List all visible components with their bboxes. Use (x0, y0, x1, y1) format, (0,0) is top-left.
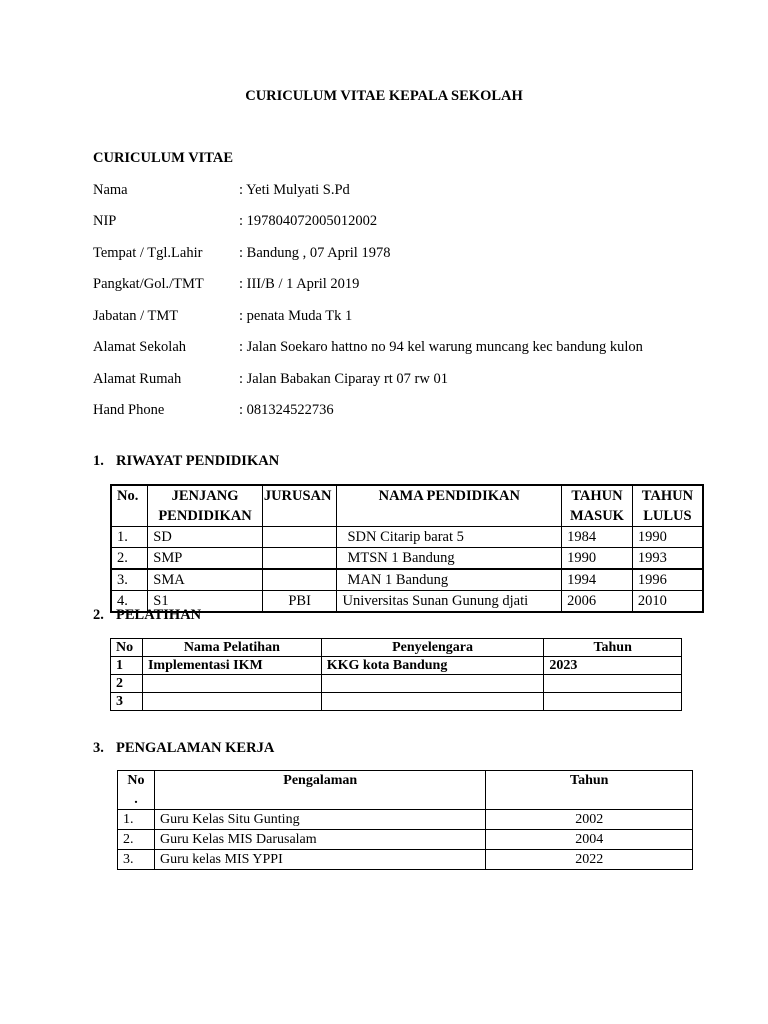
info-row-nip (93, 213, 733, 230)
table-row: 1. SD SDN Citarip barat 5 1984 1990 (111, 527, 703, 548)
col-header-pengalaman: Pengalaman (154, 771, 486, 810)
training-table (110, 638, 682, 711)
col-header-tahun: Tahun (486, 771, 693, 810)
table-row: 4. S1 PBI Universitas Sunan Gunung djati 2006 2010 (111, 591, 703, 613)
info-label: Alamat Rumah (93, 371, 182, 387)
table-row: 1. Guru Kelas Situ Gunting 2002 (118, 810, 693, 830)
info-value: : 081324522736 (239, 402, 334, 418)
info-value: : Jalan Babakan Ciparay rt 07 rw 01 (239, 371, 448, 387)
info-row-birth (93, 245, 733, 262)
info-row-home-address (93, 371, 733, 388)
col-header-tahun-lulus: TAHUN LULUS (632, 485, 703, 527)
table-row: 1 Implementasi IKM KKG kota Bandung 2023 (111, 657, 682, 675)
table-row: 3 (111, 693, 682, 711)
info-value: : Yeti Mulyati S.Pd (239, 182, 350, 198)
info-row-phone (93, 402, 733, 419)
info-label: Nama (93, 182, 128, 198)
col-header-no: No . (118, 771, 155, 810)
info-row-nama (93, 182, 733, 199)
col-header-tahun: Tahun (544, 639, 682, 657)
section-work-heading: 3. PENGALAMAN KERJA (93, 740, 275, 756)
col-header-no: No. (111, 485, 148, 527)
info-label: Tempat / Tgl.Lahir (93, 245, 203, 261)
table-row: 2. Guru Kelas MIS Darusalam 2004 (118, 830, 693, 850)
col-header-jenjang: JENJANG PENDIDIKAN (148, 485, 263, 527)
table-header-row (111, 639, 682, 657)
table-row: 2. SMP MTSN 1 Bandung 1990 1993 (111, 548, 703, 570)
info-label: Hand Phone (93, 402, 165, 418)
info-value: : Bandung , 07 April 1978 (239, 245, 391, 261)
education-table (110, 484, 704, 613)
table-row: 2 (111, 675, 682, 693)
info-label: NIP (93, 213, 117, 229)
info-row-school-address (93, 339, 733, 356)
info-value: : penata Muda Tk 1 (239, 308, 353, 324)
info-row-rank (93, 276, 733, 293)
col-header-jurusan: JURUSAN (262, 485, 337, 527)
col-header-no: No (111, 639, 143, 657)
info-value: : 197804072005012002 (239, 213, 378, 229)
table-header-row (111, 485, 703, 527)
cv-heading: CURICULUM VITAE (93, 150, 234, 166)
work-table (117, 770, 693, 870)
info-row-position (93, 308, 733, 325)
document-title: CURICULUM VITAE KEPALA SEKOLAH (245, 88, 523, 104)
table-header-row (118, 771, 693, 810)
info-label: Alamat Sekolah (93, 339, 187, 355)
info-label: Jabatan / TMT (93, 308, 179, 324)
table-row: 3. SMA MAN 1 Bandung 1994 1996 (111, 569, 703, 591)
col-header-penyelenggara: Penyelengara (321, 639, 544, 657)
section-training-heading: 2. PELATIHAN (93, 607, 202, 623)
info-value: : Jalan Soekaro hattno no 94 kel warung muncang kec bandung kulon (239, 339, 643, 355)
info-value: : III/B / 1 April 2019 (239, 276, 360, 292)
col-header-nama-pelatihan: Nama Pelatihan (142, 639, 321, 657)
info-label: Pangkat/Gol./TMT (93, 276, 204, 292)
table-row: 3. Guru kelas MIS YPPI 2022 (118, 850, 693, 870)
col-header-tahun-masuk: TAHUN MASUK (562, 485, 633, 527)
section-education-heading: 1. RIWAYAT PENDIDIKAN (93, 453, 280, 469)
col-header-nama-pendidikan: NAMA PENDIDIKAN (337, 485, 562, 527)
